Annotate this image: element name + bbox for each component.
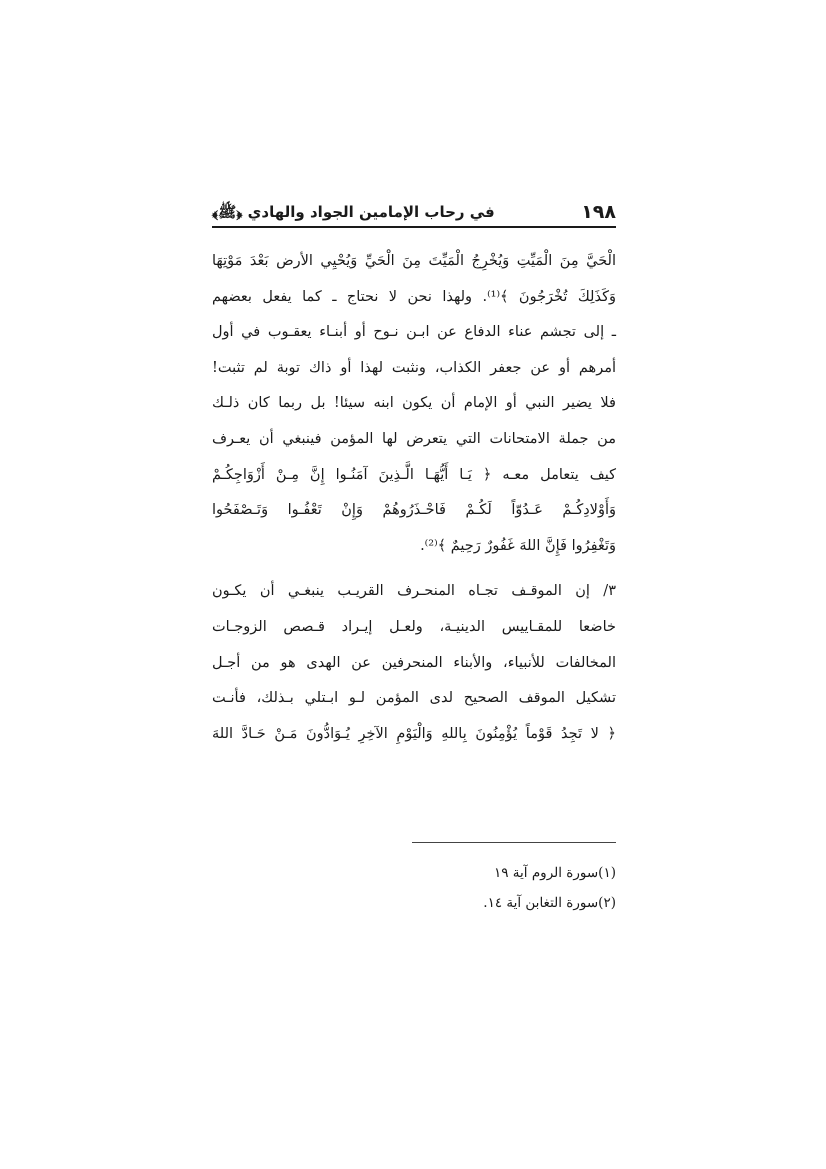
- text-line: ﴿ لا تَجِدُ قَوْماً يُؤْمِنُونَ بِاللهِ وَالْيَوْمِ الآخِرِ يُـوَادُّونَ مَـنْ حَـادَّ اللهَ: [212, 725, 616, 742]
- footnote: (٢)سورة التغابن آية ١٤.: [483, 895, 616, 911]
- page-header: [212, 190, 616, 224]
- text-line: ٣/ إن الموقـف تجـاه المنحـرف القريـب ينبغـي أن يكـون: [212, 583, 616, 600]
- text-line: كيف يتعامل معـه ﴿ يَـا أَيُّهَـا الَّـذِينَ آمَنُـوا إِنَّ مِـنْ أَزْوَاجِكُـمْ: [212, 466, 616, 483]
- paragraph: [212, 244, 616, 564]
- text-line: تشكيل الموقف الصحيح لدى المؤمن لـو ابـتلي بـذلك، فأنـت: [212, 690, 616, 707]
- body-text: [212, 244, 616, 752]
- footnote-rule: [412, 842, 616, 843]
- header-rule: [212, 226, 616, 228]
- page-number: ١٩٨: [581, 201, 616, 223]
- text-line: وَتَغْفِرُوا فَإِنَّ اللهَ غَفُورٌ رَحِيمٌ ﴾⁽²⁾.: [420, 537, 616, 554]
- text-line: الْحَيَّ مِنَ الْمَيِّتِ وَيُخْرِجُ الْمَيِّتَ مِنَ الْحَيِّ وَيُحْيِي الأرض بَعْدَ مَوْتِهَا: [212, 253, 616, 269]
- text-line: خاضعا للمقـاييس الدينيـة، ولعـل إيـراد قـصص الزوجـات: [212, 618, 616, 635]
- footnotes: [412, 858, 616, 918]
- text-line: وَأَوْلادِكُـمْ عَـدُوّاً لَكُـمْ فَاحْـذَرُوهُمْ وَإِنْ تَعْفُـوا وَتَـصْفَحُوا: [212, 502, 616, 519]
- text-line: المخالفات للأنبياء، والأبناء المنحرفين عن الهدى هو من أجـل: [212, 654, 616, 671]
- footnote: (١)سورة الروم آية ١٩: [493, 865, 616, 881]
- text-line: وَكَذَلِكَ تُخْرَجُونَ ﴾⁽¹⁾. ولهذا نحن لا نحتاج ـ كما يفعل بعضهم: [212, 288, 616, 305]
- text-line: أمرهم أو عن جعفر الكذاب، ونثبت لهذا أو ذاك توبة لم تثبت!: [212, 359, 616, 376]
- text-line: ـ إلى تجشم عناء الدفاع عن ابـن نـوح أو أبنـاء يعقـوب في أول: [212, 324, 616, 341]
- text-line: من جملة الامتحانات التي يتعرض لها المؤمن فينبغي أن يعـرف: [212, 430, 616, 447]
- paragraph: [212, 574, 616, 752]
- running-title: في رحاب الإمامين الجواد والهادي ﴿ﷺ﴾: [212, 203, 495, 221]
- text-line: فلا يضير النبي أو الإمام أن يكون ابنه سيئا! بل ربما كان ذلـك: [212, 395, 616, 412]
